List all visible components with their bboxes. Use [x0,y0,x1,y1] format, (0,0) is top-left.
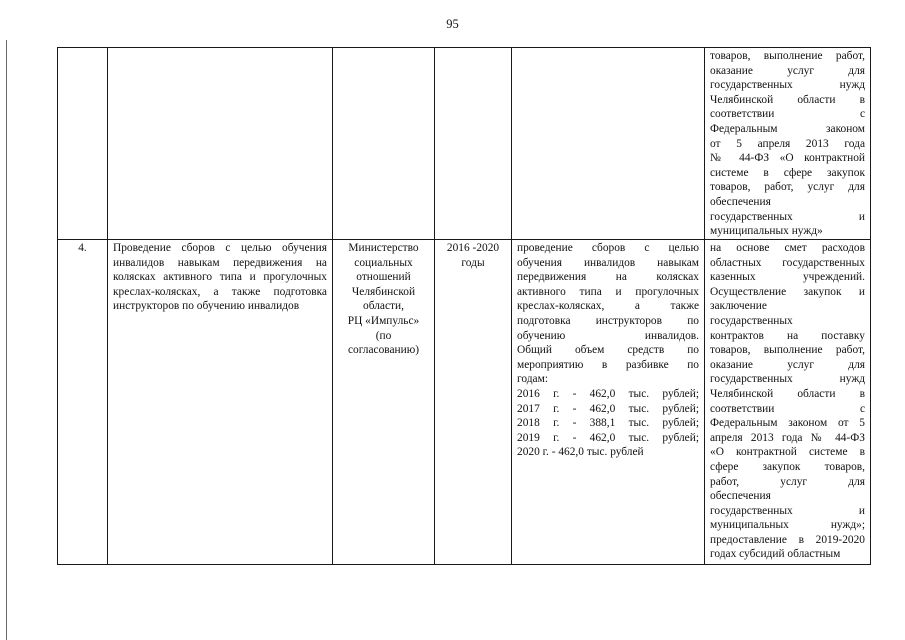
cell-text-line: Федеральным законом [710,122,865,135]
cell-text-line: предоставление в 2019-2020 [710,533,865,546]
cell-text-line: государственных нужд [710,373,865,386]
cell-text-line: обеспечения [710,490,771,503]
cell-text-line: (по [375,329,392,342]
indicator-cell [512,240,705,565]
cell-text-line: 2017 г. - 462,0 тыс. рублей; [517,402,699,415]
table-row [58,48,871,240]
cell-text-line: проведение сборов с целью [517,242,699,254]
cell-text-line: 2020 г. - 462,0 тыс. рублей [517,446,644,459]
cell-text-line: государственных [710,314,793,327]
cell-text-line: соответствии с [710,402,865,415]
cell-text-line: заключение [710,300,767,313]
period-cell [435,48,512,240]
cell-text-line: областных государственных [710,256,865,269]
cell-text-line: на основе смет расходов [710,242,865,254]
indicator-cell [512,48,705,240]
cell-text-line: Министерство [348,242,419,254]
scan-edge-line [6,40,7,640]
cell-text-line: государственных и [710,504,865,517]
table-row [58,240,871,565]
measure-name-cell: Проведение сборов с целью обучения инвалидов навыкам передвижения на колясках активного типа и прогулочных креслах-колясках, а также подготовка инструкторов по обучению инвалидов [108,240,333,565]
period-cell [435,240,512,565]
cell-text-line: товаров, выполнение работ, [710,50,865,62]
cell-text-line: креслах-колясках, а также [517,300,699,313]
cell-text-line: муниципальных нужд»; [710,519,865,532]
cell-text-line: апреля 2013 года № 44-ФЗ [710,431,865,444]
cell-text-line: активного типа и прогулочных [517,285,699,298]
funding-source-cell [705,48,871,240]
cell-text-line: муниципальных нужд» [710,225,823,238]
cell-text-line: годах субсидий областным [710,548,841,561]
cell-text-line: товаров, работ, услуг для [710,181,865,194]
cell-text-line: Челябинской [351,285,416,298]
executor-cell [333,240,435,565]
cell-text-line: работ, услуг для [710,475,865,488]
cell-text-line: годы [461,256,485,269]
cell-text-line: соответствии с [710,108,865,121]
cell-text-line: государственных нужд [710,79,865,92]
cell-text-line: обучению инвалидов. [517,329,699,342]
cell-text-line: отношений [356,271,411,284]
measures-table [57,47,871,565]
cell-text-line: 2016 г. - 462,0 тыс. рублей; [517,387,699,400]
cell-text-line: Общий объем средств по [517,344,699,357]
cell-text-line: области, [363,300,404,313]
cell-text-line: мероприятию в разбивке по [517,358,699,371]
cell-text-line: согласованию) [347,344,420,357]
funding-source-cell [705,240,871,565]
page-number: 95 [446,17,459,31]
cell-text-line: 2019 г. - 462,0 тыс. рублей; [517,431,699,444]
cell-text-line: Челябинской области в [710,387,865,400]
cell-text-line: от 5 апреля 2013 года [710,137,865,150]
cell-text-line: обеспечения [710,195,771,208]
cell-text-line: Челябинской области в [710,93,865,106]
cell-text-line: контрактов на поставку [710,329,865,342]
cell-text-line: Осуществление закупок и [710,285,865,298]
cell-text-line: системе в сфере закупок [710,166,865,179]
cell-text-line: сфере закупок товаров, [710,460,865,473]
cell-text-line: 2016 -2020 [446,242,500,254]
row-number-cell [58,48,108,240]
cell-text-line: Федеральным законом от 5 [710,417,865,430]
cell-text-line: 2018 г. - 388,1 тыс. рублей; [517,417,699,430]
row-number-cell: 4. [58,240,108,565]
cell-text-line: годам: [517,373,548,386]
measure-name-cell [108,48,333,240]
cell-text-line: социальных [354,256,413,269]
cell-text-line: государственных и [710,210,865,223]
cell-text-line: обучения инвалидов навыкам [517,256,699,269]
cell-text-line: «О контрактной системе в [710,446,865,459]
cell-text-line: № 44-ФЗ «О контрактной [710,152,865,165]
cell-text-line: оказание услуг для [710,358,865,371]
executor-cell [333,48,435,240]
cell-text-line: подготовка инструкторов по [517,314,699,327]
cell-text-line: товаров, выполнение работ, [710,344,865,357]
cell-text-line: оказание услуг для [710,64,865,77]
cell-text-line: РЦ «Импульс» [347,314,420,327]
cell-text-line: казенных учреждений. [710,271,865,284]
cell-text-line: передвижения на колясках [517,271,699,284]
